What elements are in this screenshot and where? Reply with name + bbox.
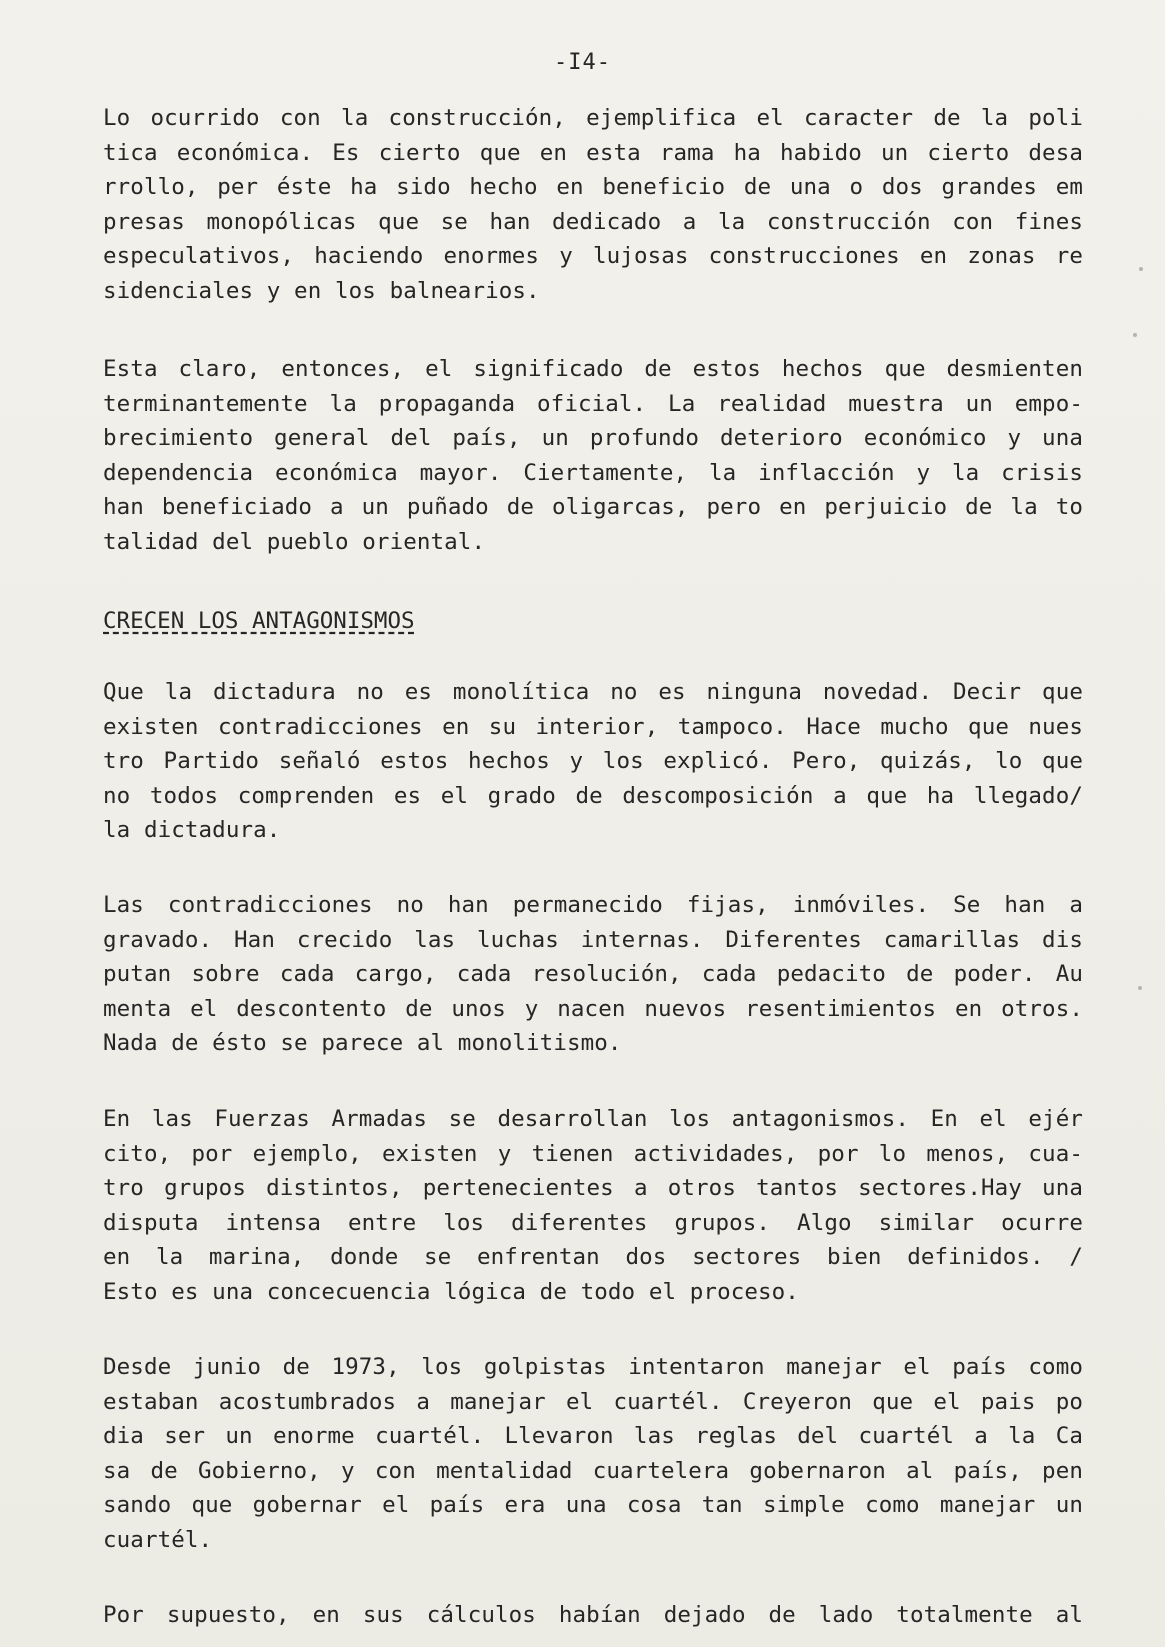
scan-speck <box>1138 986 1142 990</box>
text-line: especulativos, haciendo enormes y lujosas construcciones en zonas re <box>103 243 1083 269</box>
text-line: existen contradicciones en su interior, tampoco. Hace mucho que nues <box>103 713 1083 740</box>
text-line: en la marina, donde se enfrentan dos sectores bien definidos. / <box>103 1244 1083 1270</box>
text-line: putan sobre cada cargo, cada resolución, cada pedacito de poder. Au <box>103 961 1083 987</box>
text-line: disputa intensa entre los diferentes grupos. Algo similar ocurre <box>103 1209 1083 1236</box>
paragraph-golpistas <box>103 1350 1083 1557</box>
text-line: dependencia económica mayor. Ciertamente, la inflacción y la crisis <box>103 459 1083 486</box>
text-line: Nada de ésto se parece al monolitismo. <box>103 1030 622 1056</box>
text-line: terminantemente la propaganda oficial. La realidad muestra un empo- <box>103 390 1083 417</box>
text-line: sando que gobernar el país era una cosa tan simple como manejar un <box>103 1492 1083 1518</box>
text-line: talidad del pueblo oriental. <box>103 528 486 555</box>
paragraph-fuerzas-armadas <box>103 1102 1083 1309</box>
section-heading: CRECEN LOS ANTAGONISMOS <box>103 608 415 634</box>
text-line: Esto es una concecuencia lógica de todo el proceso. <box>103 1278 799 1305</box>
text-line: dia ser un enorme cuartél. Llevaron las reglas del cuartél a la Ca <box>103 1423 1083 1449</box>
text-line: En las Fuerzas Armadas se desarrollan los antagonismos. En el ejér <box>103 1106 1083 1132</box>
paragraph-dictadura <box>103 675 1083 848</box>
page-number: -I4- <box>554 50 611 75</box>
text-line: no todos comprenden es el grado de descomposición a que ha llegado/ <box>103 782 1083 809</box>
text-line: rrollo, per éste ha sido hecho en beneficio de una o dos grandes em <box>103 174 1083 200</box>
text-line: la dictadura. <box>103 817 281 843</box>
text-line: sidenciales y en los balnearios. <box>103 277 540 304</box>
scan-speck <box>1139 267 1143 271</box>
text-line: han beneficiado a un puñado de oligarcas, pero en perjuicio de la to <box>103 494 1083 520</box>
text-line: estaban acostumbrados a manejar el cuartél. Creyeron que el pais po <box>103 1388 1083 1415</box>
text-line: tro grupos distintos, pertenecientes a otros tantos sectores.Hay una <box>103 1175 1083 1201</box>
text-line: Lo ocurrido con la construcción, ejemplifica el caracter de la poli <box>103 105 1083 131</box>
text-line: Esta claro, entonces, el significado de estos hechos que desmienten <box>103 356 1083 382</box>
text-line: presas monopólicas que se han dedicado a la construcción con fines <box>103 208 1083 235</box>
text-line: Desde junio de 1973, los golpistas intentaron manejar el país como <box>103 1354 1083 1380</box>
text-line: tica económica. Es cierto que en esta rama ha habido un cierto desa <box>103 139 1083 166</box>
paragraph-construccion <box>103 101 1083 308</box>
text-line: menta el descontento de unos y nacen nuevos resentimientos en otros. <box>103 995 1083 1022</box>
text-line: brecimiento general del país, un profundo deterioro económico y una <box>103 425 1083 451</box>
text-line: Las contradicciones no han permanecido fijas, inmóviles. Se han a <box>103 892 1083 918</box>
paragraph-propaganda <box>103 352 1083 559</box>
text-line: cuartél. <box>103 1526 213 1553</box>
text-line: Por supuesto, en sus cálculos habían dejado de lado totalmente al <box>103 1602 1083 1628</box>
paragraph-calculos <box>103 1598 1083 1633</box>
scan-speck <box>1133 333 1137 337</box>
text-line: gravado. Han crecido las luchas internas. Diferentes camarillas dis <box>103 926 1083 953</box>
text-line: cito, por ejemplo, existen y tienen actividades, por lo menos, cua- <box>103 1140 1083 1167</box>
text-line: Que la dictadura no es monolítica no es ninguna novedad. Decir que <box>103 679 1083 705</box>
paragraph-contradicciones <box>103 888 1083 1061</box>
text-line: sa de Gobierno, y con mentalidad cuartelera gobernaron al país, pen <box>103 1457 1083 1484</box>
text-line: tro Partido señaló estos hechos y los explicó. Pero, quizás, lo que <box>103 748 1083 774</box>
